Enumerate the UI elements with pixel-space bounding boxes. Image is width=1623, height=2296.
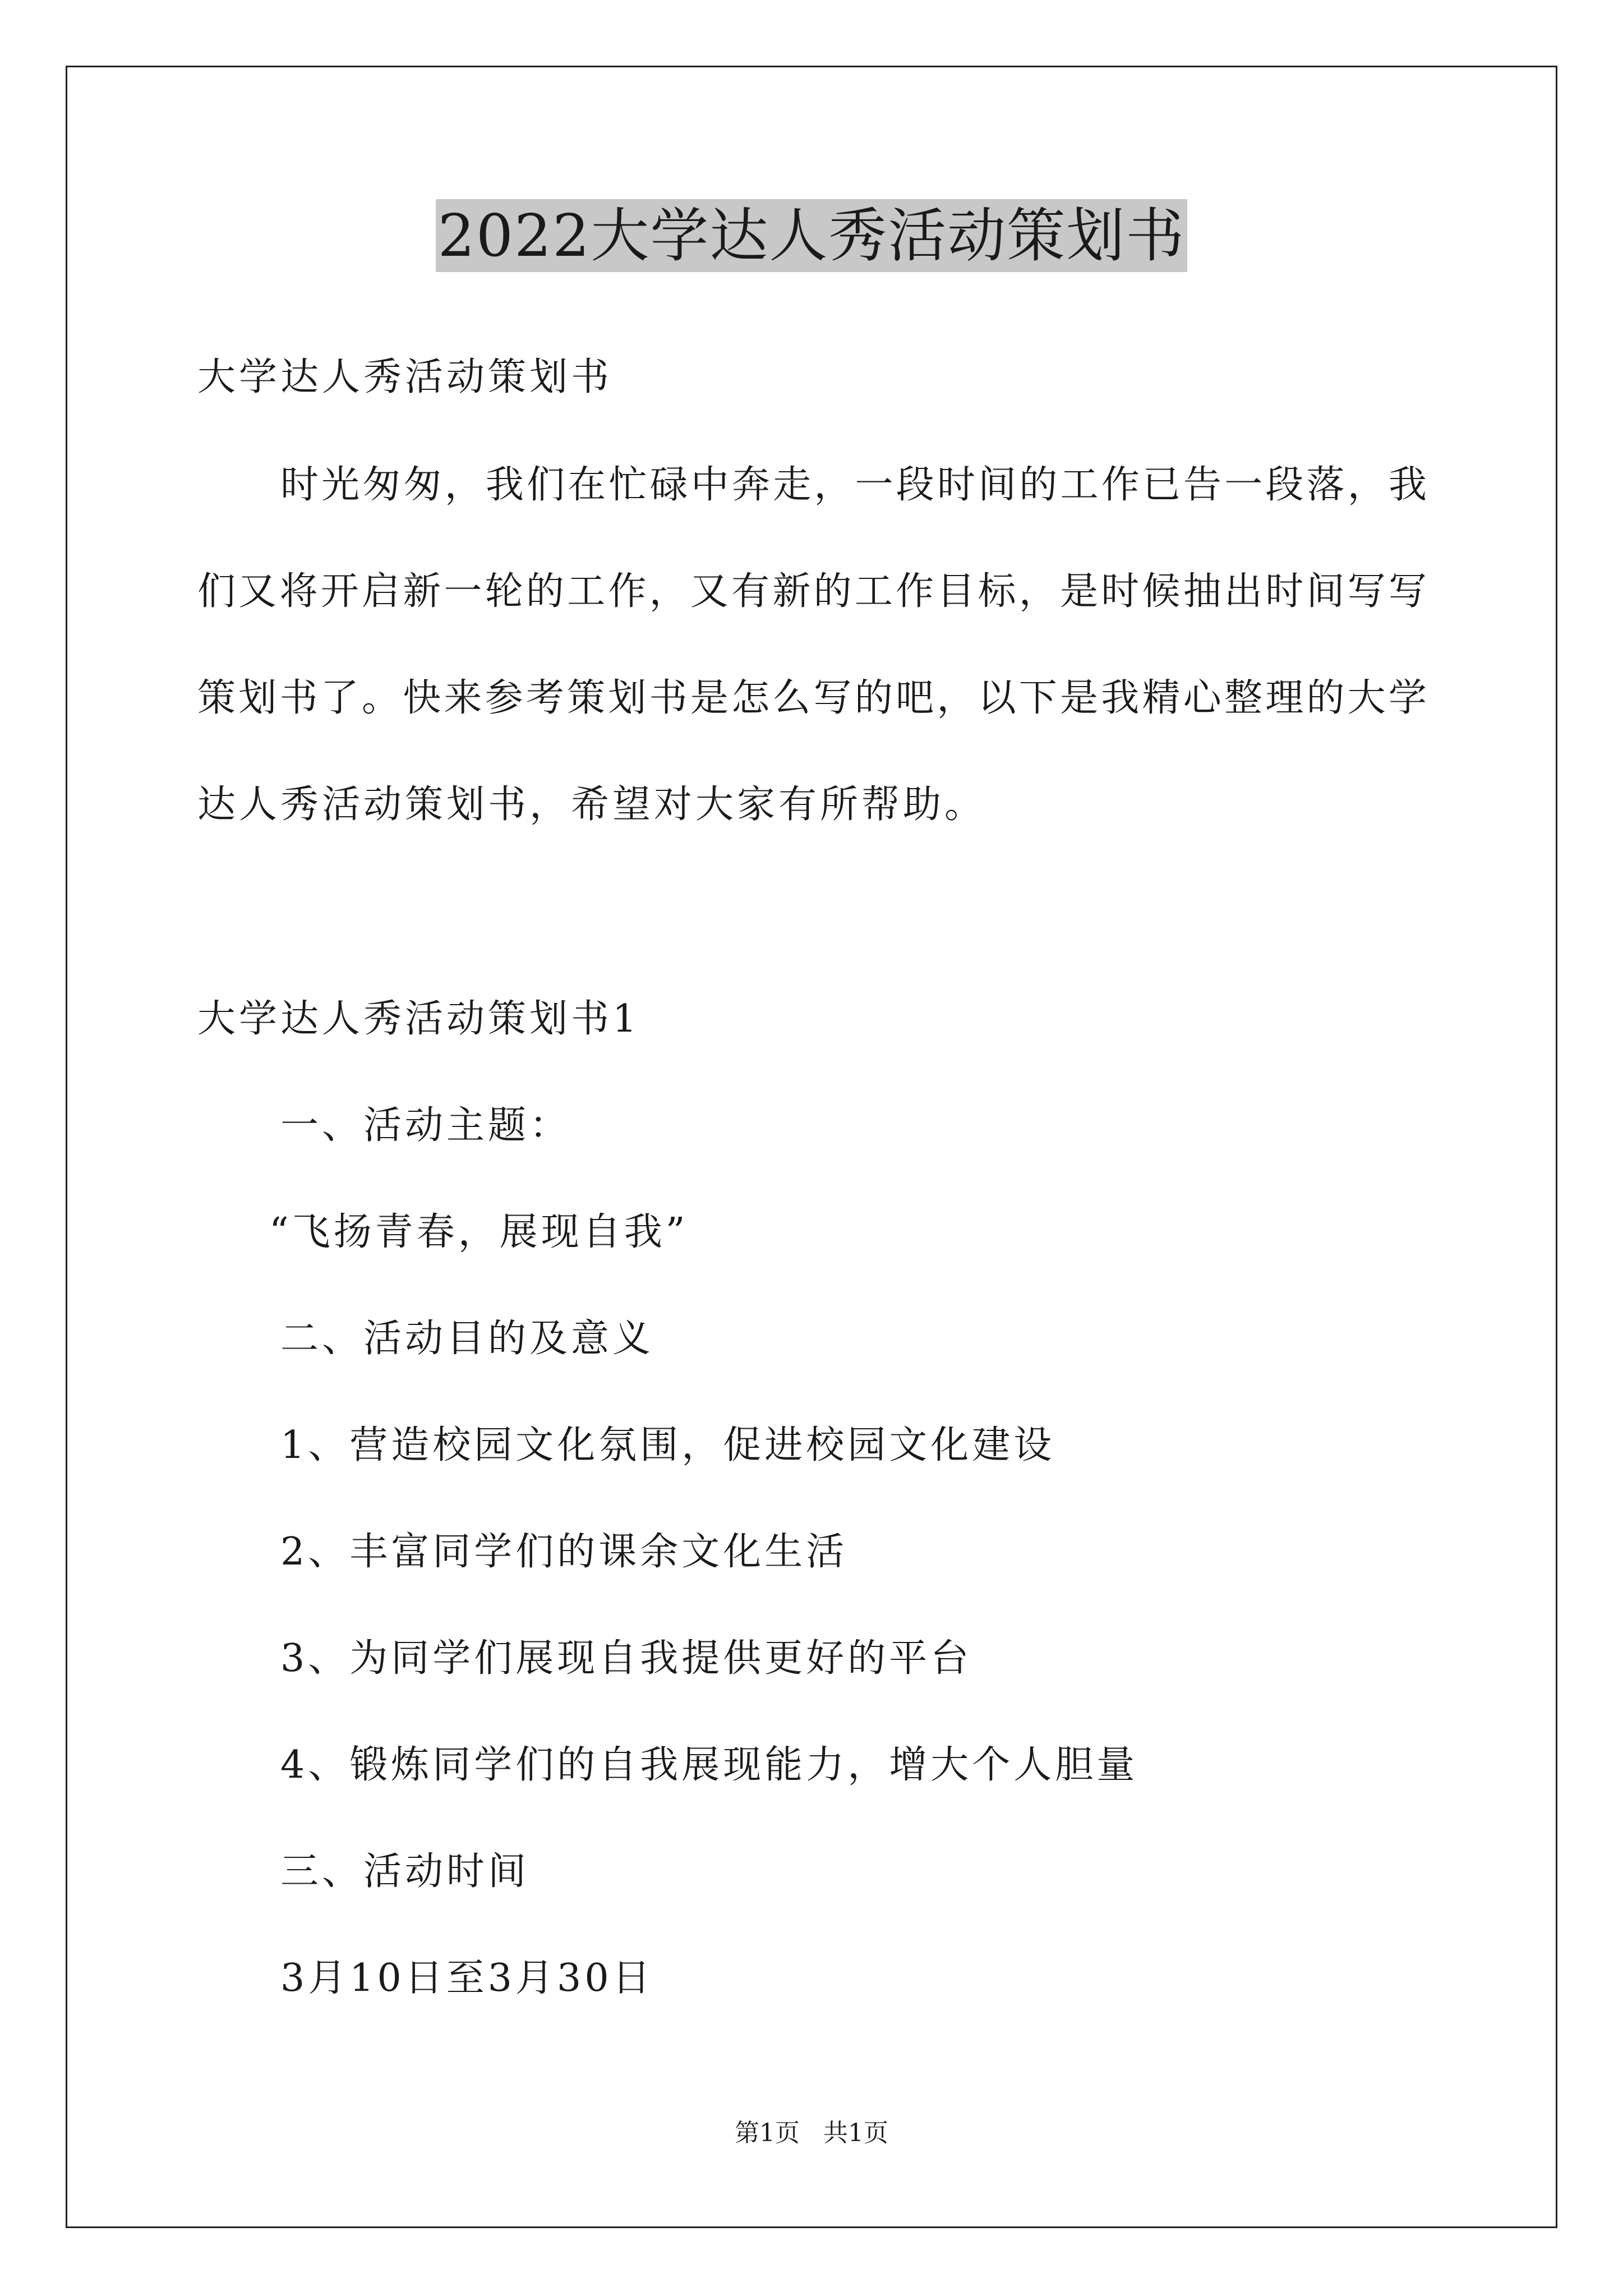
intro-line-3: 策划书了。快来参考策划书是怎么写的吧，以下是我精心整理的大学 [197,676,1429,720]
document-title: 2022大学达人秀活动策划书 [436,199,1188,272]
title-container [0,199,1623,272]
document-subtitle: 大学达人秀活动策划书 [197,355,613,399]
intro-line-1: 时光匆匆，我们在忙碌中奔走，一段时间的工作已告一段落，我 [280,463,1429,507]
list-item: 三、活动时间 [280,1849,530,1894]
list-item: 3月10日至3月30日 [280,1956,654,2000]
list-item: 一、活动主题： [280,1103,571,1148]
list-item: 4、锻炼同学们的自我展现能力，增大个人胆量 [280,1743,1138,1787]
section-heading: 大学达人秀活动策划书1 [197,997,640,1041]
list-item: “飞扬青春，展现自我” [269,1210,689,1254]
list-item: 1、营造校园文化氛围，促进校园文化建设 [280,1423,1055,1467]
list-item: 二、活动目的及意义 [280,1317,654,1361]
list-item: 3、为同学们展现自我提供更好的平台 [280,1636,972,1681]
page-footer: 第1页 共1页 [735,2119,888,2147]
intro-line-4: 达人秀活动策划书，希望对大家有所帮助。 [197,783,986,827]
list-item: 2、丰富同学们的课余文化生活 [280,1530,848,1574]
intro-line-2: 们又将开启新一轮的工作，又有新的工作目标，是时候抽出时间写写 [197,569,1429,614]
